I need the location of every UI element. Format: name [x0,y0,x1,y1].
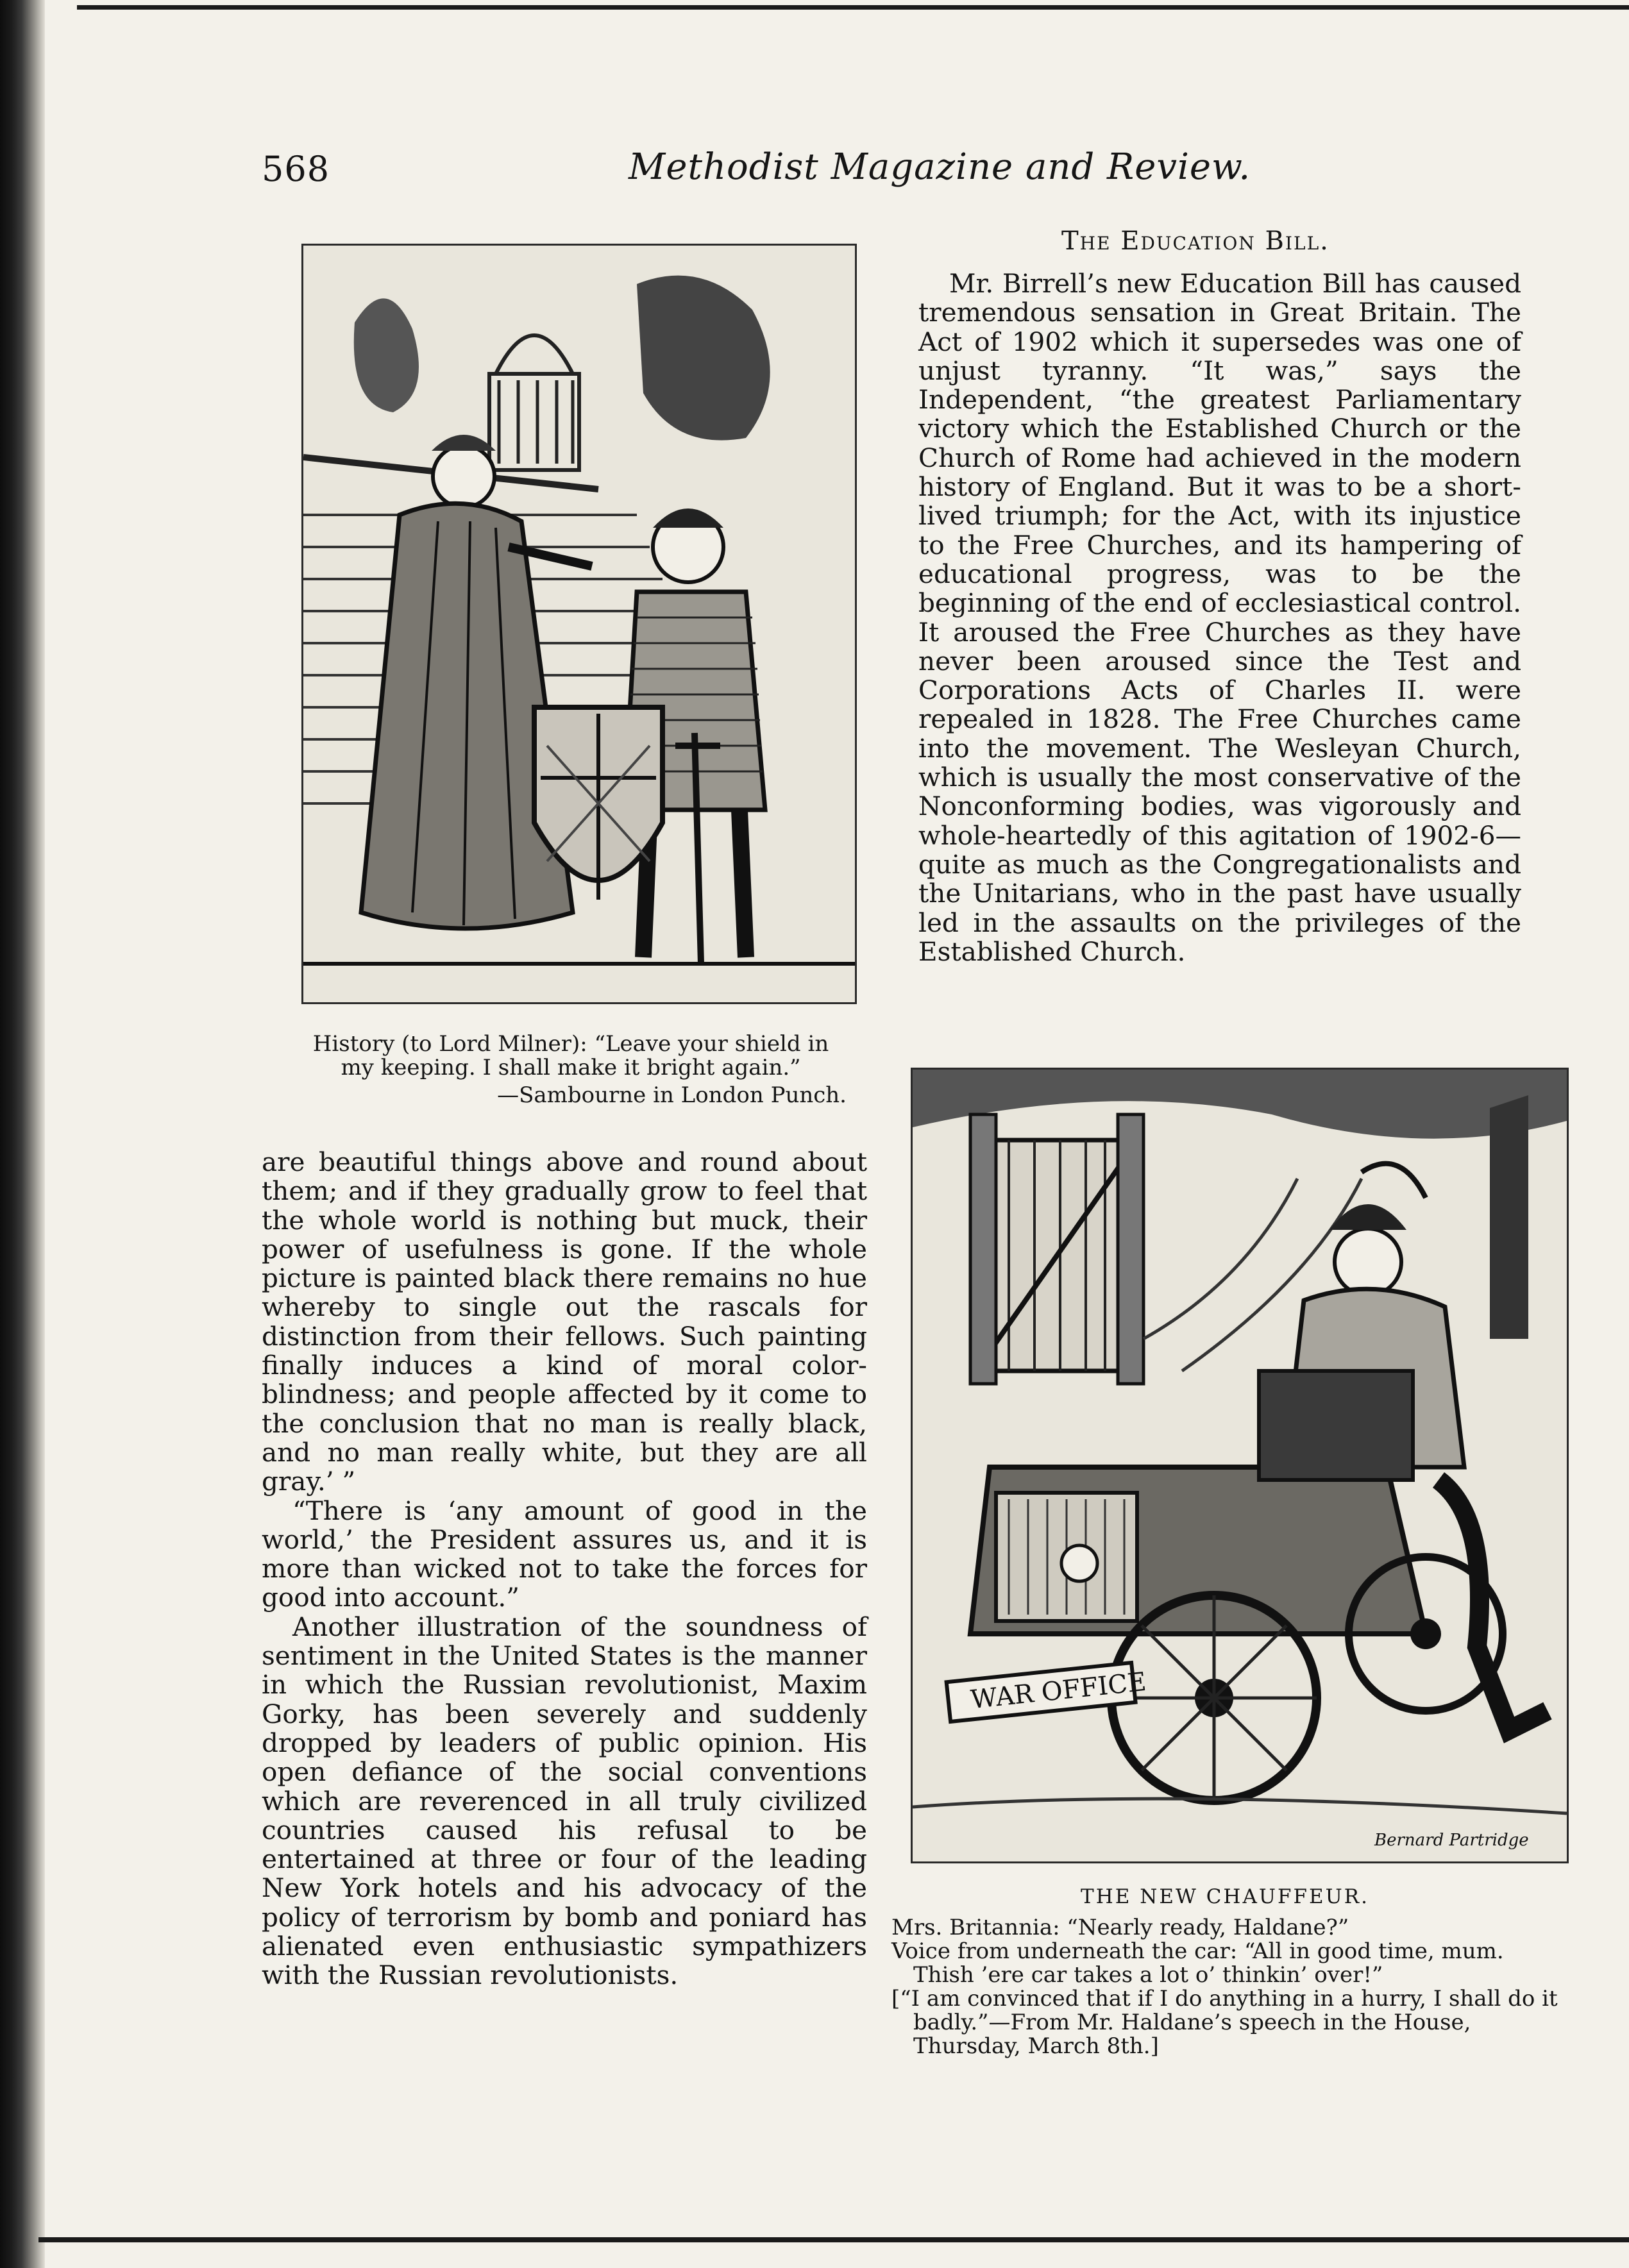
cartoon-illustration-1 [303,246,855,1002]
cartoon-illustration-2 [913,1070,1567,1861]
running-head: Methodist Magazine and Review. [629,146,1251,188]
left-column-text [262,1148,867,1990]
left-paragraph-2: “There is ‘any amount of good in the world,’ the President assures us, and it is more than wicked not to take the forces for good into account.” [262,1495,867,1613]
education-bill-paragraph: Mr. Birrell’s new Education Bill has caused tremendous sensation in Great Britain. The Act of 1902 which it supersedes was one of unjust tyranny. “It was,” says the Independent, “the greatest Parliamentary victory which the Established Church or the Church of Rome had achieved in the modern history of England. But it was to be a short-lived triumph; for the Act, with its injustice to the Free Churches, and its hampering of educational progress, was to be the beginning of the end of ecclesiastical control. It aroused the Free Churches as they have never been aroused since the Test and Corporations Acts of Charles II. were repealed in 1828. The Free Churches came into the movement. The Wesleyan Church, which is usually the most conservative of the Nonconforming bodies, was vigorously and whole-heartedly of this agitation of 1902-6—quite as much as the Congregationalists and the Unitarians, who in the past have usually led in the assaults on the privileges of the Established Church. [918,268,1521,967]
top-rule [77,5,1629,10]
figure-2-line-3: [“I am convinced that if I do anything in a hurry, I shall do it badly.”—From Mr. Haldane’s speech in the House, Thursday, March 8th.] [891,1986,1558,2059]
figure-1-caption-line-2: my keeping. I shall make it bright again.” [341,1055,801,1080]
figure-2-title: THE NEW CHAUFFEUR. [1081,1885,1369,1908]
figure-2-line-2: Voice from underneath the car: “All in good time, mum. Thish ’ere car takes a lot o’ thinkin’ over!” [891,1938,1504,1988]
right-column-text [918,269,1521,966]
left-paragraph-3: Another illustration of the soundness of sentiment in the United States is the manner in which the Russian revolutionist, Maxim Gorky, has been severely and suddenly dropped by leaders of public opinion. His open defiance of the social conventions which are reverenced in all truly civilized countries caused his refusal to be entertained at three or four of the leading New York hotels and his advocacy of the policy of terrorism by bomb and poniard has alienated even enthusiastic sympathizers with the Russian revolutionists. [262,1611,867,1991]
page-number: 568 [262,149,330,189]
figure-2-line-1: Mrs. Britannia: “Nearly ready, Haldane?” [891,1915,1349,1940]
book-binding-edge [0,0,45,2268]
bottom-rule [38,2237,1629,2242]
new-chauffeur-cartoon [911,1068,1569,1863]
figure-1-caption [263,1032,879,1080]
artist-signature: Bernard Partridge [1374,1831,1529,1850]
figure-1-credit: —Sambourne in London Punch. [497,1082,847,1108]
figure-2-caption [891,1916,1565,2058]
left-paragraph-1: are beautiful things above and round about them; and if they gradually grow to feel that the whole world is nothing but muck, their power of usefulness is gone. If the whole picture is painted black there remains no hue whereby to single out the rascals for distinction from their fellows. Such painting finally induces a kind of moral color-blindness; and people affected by it come to the conclusion that no man is really black, and no man really white, but they are all gray.’ ” [262,1147,867,1497]
figure-1-caption-line-1: History (to Lord Milner): “Leave your shield in [312,1031,829,1057]
section-heading: The Education Bill. [1061,226,1329,256]
history-milner-cartoon [301,244,857,1004]
war-office-plate: WAR OFFICE [969,1667,1148,1715]
